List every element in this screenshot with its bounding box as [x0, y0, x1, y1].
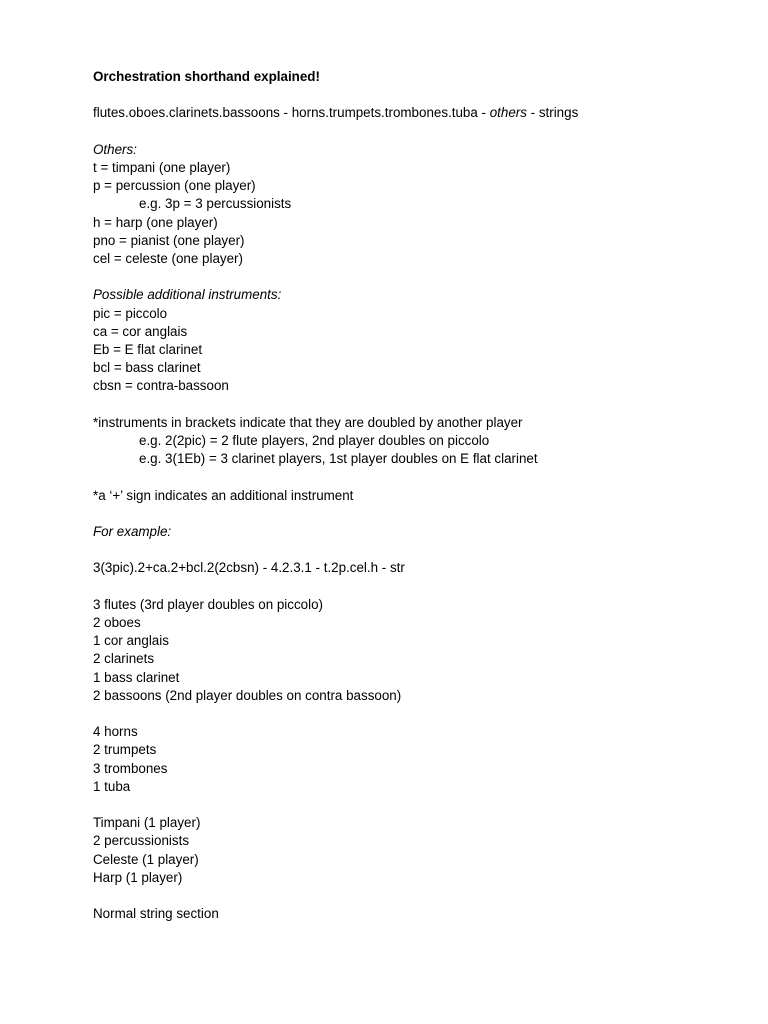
spacer: [93, 541, 733, 559]
others-item: 2 percussionists: [93, 833, 190, 849]
additional-item: pic = piccolo: [93, 305, 168, 321]
brass-item: 4 horns: [93, 724, 138, 740]
others-timpani: t = timpani (one player): [93, 159, 231, 175]
additional-item: cbsn = contra-bassoon: [93, 378, 229, 394]
additional-heading: Possible additional instruments:: [93, 287, 282, 303]
note-brackets-example-2: e.g. 3(1Eb) = 3 clarinet players, 1st player doubles on E flat clarinet: [139, 451, 538, 467]
document-page: [93, 68, 733, 923]
spacer: [93, 86, 733, 104]
spacer: [93, 578, 733, 596]
spacer: [93, 268, 733, 286]
format-line: [93, 104, 733, 122]
others-item: Harp (1 player): [93, 869, 183, 885]
brass-item: 3 trombones: [93, 760, 168, 776]
additional-item: ca = cor anglais: [93, 323, 188, 339]
format-part-others: others: [489, 105, 527, 121]
others-percussion-example: e.g. 3p = 3 percussionists: [139, 196, 292, 212]
spacer: [93, 123, 733, 141]
spacer: [93, 796, 733, 814]
document-title: Orchestration shorthand explained!: [93, 69, 320, 84]
additional-item: bcl = bass clarinet: [93, 360, 201, 376]
others-item: Timpani (1 player): [93, 815, 201, 831]
example-shorthand: 3(3pic).2+ca.2+bcl.2(2cbsn) - 4.2.3.1 - t.2p.cel.h - str: [93, 560, 405, 576]
format-part-1: flutes.oboes.clarinets.bassoons - horns.trumpets.trombones.tuba -: [93, 105, 490, 121]
others-item: Celeste (1 player): [93, 851, 199, 867]
woodwind-item: 1 cor anglais: [93, 633, 169, 649]
woodwind-item: 2 bassoons (2nd player doubles on contra bassoon): [93, 687, 402, 703]
spacer: [93, 887, 733, 905]
others-heading: Others:: [93, 141, 137, 157]
spacer: [93, 705, 733, 723]
brass-item: 2 trumpets: [93, 742, 157, 758]
note-plus-sign: *a ‘+’ sign indicates an additional instrument: [93, 487, 354, 503]
woodwind-item: 2 clarinets: [93, 651, 155, 667]
woodwind-item: 2 oboes: [93, 614, 141, 630]
others-celeste: cel = celeste (one player): [93, 251, 243, 266]
woodwind-item: 1 bass clarinet: [93, 669, 180, 685]
others-harp: h = harp (one player): [93, 214, 218, 230]
spacer: [93, 396, 733, 414]
note-brackets: *instruments in brackets indicate that they are doubled by another player: [93, 414, 523, 430]
note-brackets-example-1: e.g. 2(2pic) = 2 flute players, 2nd player doubles on piccolo: [139, 433, 490, 448]
others-pianist: pno = pianist (one player): [93, 232, 245, 248]
additional-item: Eb = E flat clarinet: [93, 342, 203, 357]
brass-item: 1 tuba: [93, 778, 131, 794]
spacer: [93, 468, 733, 486]
woodwind-item: 3 flutes (3rd player doubles on piccolo): [93, 596, 324, 612]
spacer: [93, 505, 733, 523]
strings-item: Normal string section: [93, 906, 219, 922]
example-heading: For example:: [93, 523, 172, 539]
format-part-3: - strings: [526, 105, 579, 121]
others-percussion: p = percussion (one player): [93, 178, 256, 194]
